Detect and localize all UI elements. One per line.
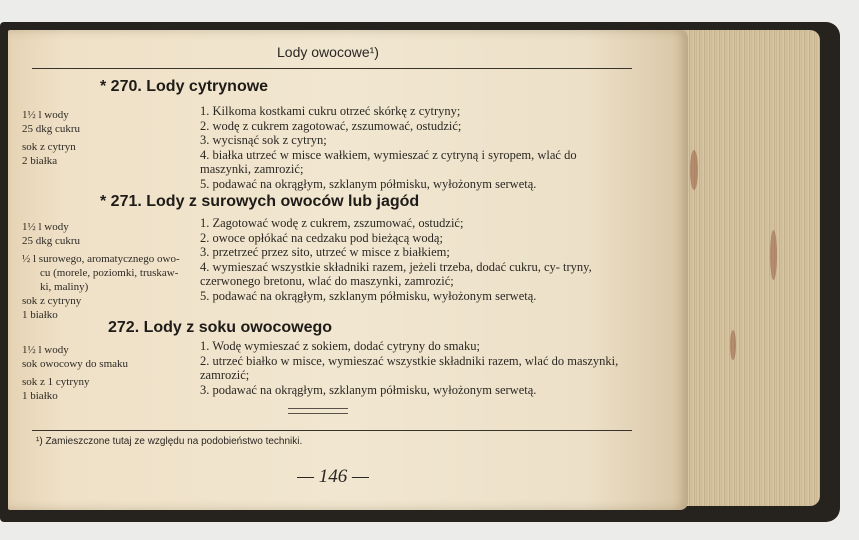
ingredient: sok z cytryny <box>22 295 82 307</box>
page-number: — 146 — <box>297 466 369 487</box>
footnote: ¹) Zamieszczone tutaj ze względu na podobieństwo techniki. <box>36 436 303 447</box>
recipe-title: * 271. Lody z surowych owoców lub jagód <box>100 193 420 210</box>
step: 4. wymieszać wszystkie składniki razem, jeżeli trzeba, dodać cukru, cy- tryny, czerwonego bretonu, wlać do maszynki, zamrozić; <box>200 259 592 288</box>
stain <box>690 150 698 190</box>
ingredients-list <box>22 108 197 168</box>
step: 2. owoce opłókać na cedzaku pod bieżącą wodą; <box>200 230 443 245</box>
ingredient: ½ l surowego, aromatycznego owo- <box>22 253 180 265</box>
recipe-title: * 270. Lody cytrynowe <box>100 78 269 95</box>
ingredient: sok z cytryn <box>22 141 76 153</box>
ingredients-list <box>22 343 197 403</box>
ingredient: cu (morele, poziomki, truskaw- <box>40 267 179 279</box>
steps-list <box>200 216 630 303</box>
step: 4. białka utrzeć w misce wałkiem, wymieszać z cytryną i syropem, wlać do maszynki, zamrozić; <box>200 147 577 176</box>
header-rule <box>32 68 632 69</box>
step: 2. wodę z cukrem zagotować, zszumować, ostudzić; <box>200 118 462 133</box>
ingredients-list <box>22 220 197 322</box>
step: 2. utrzeć białko w misce, wymieszać wszystkie składniki razem, wlać do maszynki, zamrozić; <box>200 353 619 382</box>
stain <box>730 330 736 360</box>
ingredient: 1½ l wody <box>22 109 69 121</box>
steps-list <box>200 104 630 191</box>
ingredient: 1 białko <box>22 390 58 402</box>
step: 3. podawać na okrągłym, szklanym półmisku, wyłożonym serwetą. <box>200 382 537 397</box>
book-page <box>8 30 688 510</box>
step: 1. Kilkoma kostkami cukru otrzeć skórkę z cytryny; <box>200 104 461 118</box>
ingredient: 25 dkg cukru <box>22 235 81 247</box>
step: 1. Wodę wymieszać z sokiem, dodać cytryny do smaku; <box>200 339 480 353</box>
ingredient: sok owocowy do smaku <box>22 358 129 370</box>
section-ornament <box>288 408 348 414</box>
ingredient: 2 białka <box>22 155 58 167</box>
ingredient: 1 białko <box>22 309 58 321</box>
footnote-rule <box>32 430 632 431</box>
page-header <box>8 44 648 60</box>
ingredient: 25 dkg cukru <box>22 123 81 135</box>
steps-list <box>200 339 630 397</box>
header-title: Lody owocowe <box>277 44 370 60</box>
recipe-title: 272. Lody z soku owocowego <box>108 319 333 336</box>
stain <box>770 230 777 280</box>
ingredient: 1½ l wody <box>22 221 69 233</box>
ingredient: sok z 1 cytryny <box>22 376 90 388</box>
ingredient: 1½ l wody <box>22 344 69 356</box>
step: 1. Zagotować wodę z cukrem, zszumować, ostudzić; <box>200 216 464 230</box>
header-footnote-mark: ¹) <box>369 44 379 60</box>
step: 5. podawać na okrągłym, szklanym półmisku, wyłożonym serwetą. <box>200 176 537 191</box>
step: 5. podawać na okrągłym, szklanym półmisku, wyłożonym serwetą. <box>200 288 537 303</box>
step: 3. wycisnąć sok z cytryn; <box>200 133 327 147</box>
ingredient: ki, maliny) <box>40 281 89 293</box>
step: 3. przetrzeć przez sito, utrzeć w misce z białkiem; <box>200 245 450 259</box>
